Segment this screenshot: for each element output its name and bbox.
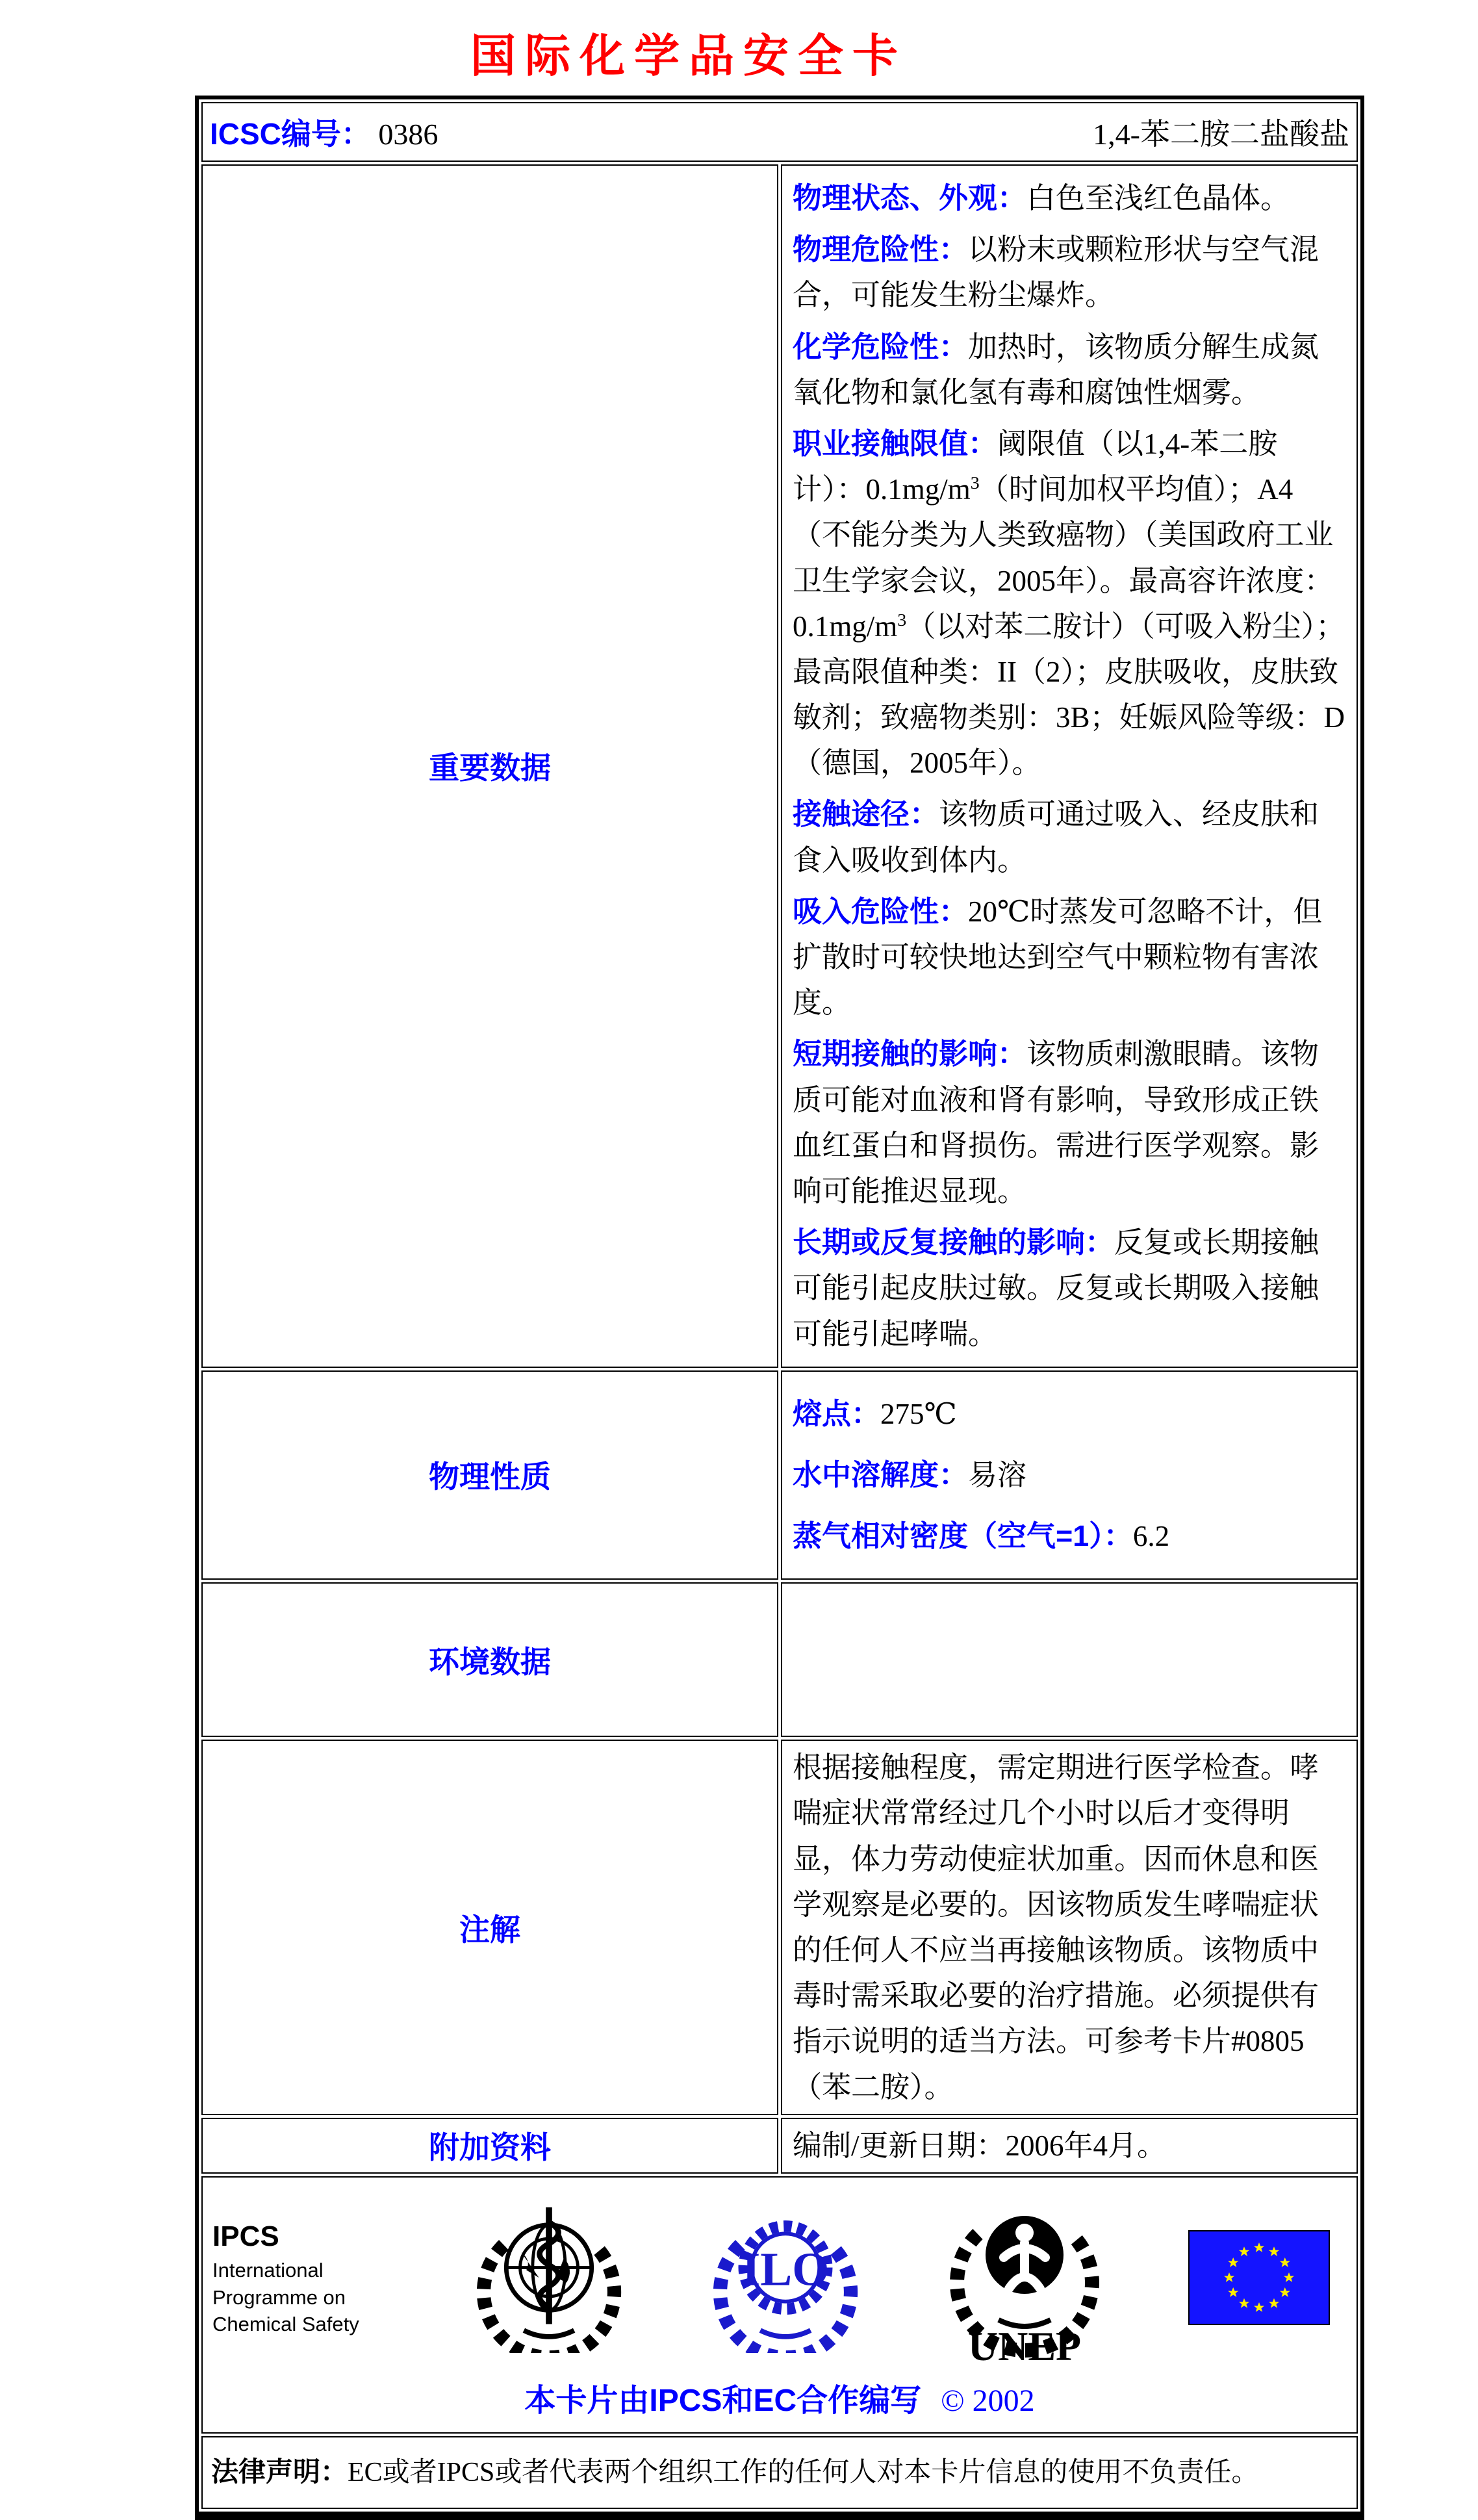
data-item [793,1031,1346,1214]
ipcs-abbr: IPCS [212,2220,279,2252]
item-text: 加热时，该物质分解生成氮氧化物和氯化氢有毒和腐蚀性烟雾。 [793,330,1319,409]
row-label-environmental-data: 环境数据 [201,1582,778,1737]
row-label-important-data: 重要数据 [201,164,778,1368]
item-label: 短期接触的影响： [793,1037,1027,1071]
item-text: 以粉末或颗粒形状与空气混合，可能发生粉尘爆炸。 [793,233,1319,312]
row-label-physical-properties: 物理性质 [201,1370,778,1580]
ipcs-line-2: Programme on [212,2285,346,2309]
credit-text: 本卡片由IPCS和EC合作编写 [524,2383,922,2418]
item-label: 接触途径： [793,797,939,831]
item-label: 蒸气相对密度（空气=1）： [793,1519,1133,1553]
data-item [793,791,1346,882]
legal-cell [201,2436,1358,2509]
section-physical-properties [201,1370,1358,1580]
item-label: 吸入危险性： [793,894,969,928]
section-important-data [201,164,1358,1368]
important-data-content [781,164,1358,1368]
eu-flag-icon [1188,2230,1330,2328]
item-text: 20℃时蒸发可忽略不计，但扩散时可较快地达到空气中颗粒物有害浓度。 [793,895,1323,1020]
item-text: 阈限值（以1,4-苯二胺计）：$0.1mg/m^3$（时间加权平均值）；A4（不能分类为人类致癌物）（美国政府工业卫生学家会议，2005年）。最高容许浓度：$0.1mg/m^3$（以对苯二胺计）（可吸入粉尘）；最高限值种类：II（2）；皮肤吸收，皮肤致敏剂；致癌物类别：3B；妊娠风险等级：D（德国，2005年）。 [793,427,1345,780]
data-item [793,1391,1346,1437]
card-table [199,99,1360,2512]
page-title: 国际化学品安全卡 [470,31,907,81]
additional-info-text: 编制/更新日期：2006年4月。 [781,2118,1358,2174]
item-label: 化学危险性： [793,329,969,363]
data-item [793,421,1346,786]
data-item [793,324,1346,415]
ipcs-logo-block [212,2220,388,2339]
ilo-logo-text: ILO [741,2243,830,2296]
item-label: 长期或反复接触的影响： [793,1226,1115,1259]
header-cell [201,102,1358,162]
icsc-number-group [210,110,438,153]
item-label: 熔点： [793,1396,881,1430]
notes-text: 根据接触程度，需定期进行医学检查。哮喘症状常常经过几个小时以后才变得明显，体力劳动使症状加重。因而休息和医学观察是必要的。因该物质发生哮喘症状的任何人不应当再接触该物质。该物质中毒时需采取必要的治疗措施。必须提供有指示说明的适当方法。可参考卡片#0805（苯二胺）。 [781,1740,1358,2115]
logos-row [201,2176,1358,2434]
section-additional-info [201,2118,1358,2174]
section-environmental-data [201,1582,1358,1737]
item-label: 物理危险性： [793,233,969,266]
row-label-additional-info: 附加资料 [201,2118,778,2174]
item-text: 反复或长期接触可能引起皮肤过敏。反复或长期吸入接触可能引起哮喘。 [793,1226,1319,1350]
item-text: 6.2 [1132,1520,1170,1553]
data-item [793,889,1346,1026]
credit-line [203,2371,1356,2432]
legal-row [201,2436,1358,2509]
icsc-number-value: 0386 [378,118,439,151]
environmental-data-content [781,1582,1358,1737]
item-label: 水中溶解度： [793,1458,969,1491]
row-label-notes: 注解 [201,1740,778,2115]
legal-label: 法律声明： [211,2456,348,2488]
logos-cell [201,2176,1358,2434]
chemical-name: 1,4-苯二胺二盐酸盐 [1093,118,1349,151]
data-item [793,227,1346,318]
physical-properties-content [781,1370,1358,1580]
ipcs-line-1: International [212,2258,324,2282]
who-logo-icon [474,2202,624,2356]
data-item [793,1452,1346,1498]
data-item [793,1513,1346,1559]
data-item [793,1220,1346,1357]
data-item [793,175,1346,221]
item-label: 职业接触限值： [793,426,998,460]
item-label: 物理状态、外观： [793,181,1027,214]
section-notes [201,1740,1358,2115]
credit-year: © 2002 [941,2383,1035,2418]
unep-logo-text: UNEP [967,2322,1082,2365]
header-row [201,102,1358,162]
unep-logo-icon [947,2190,1102,2369]
item-text: 275℃ [880,1397,957,1430]
legal-text: EC或者IPCS或者代表两个组织工作的任何人对本卡片信息的使用不负责任。 [348,2458,1259,2488]
ipcs-line-3: Chemical Safety [212,2313,359,2336]
item-text: 该物质可通过吸入、经皮肤和食入吸收到体内。 [793,798,1319,877]
ilo-logo-icon [710,2202,861,2356]
safety-card [195,96,1364,2520]
icsc-number-label: ICSC编号： [210,117,371,151]
item-text: 易溶 [968,1458,1027,1491]
item-text: 该物质刺激眼睛。该物质可能对血液和肾有影响，导致形成正铁血红蛋白和肾损伤。需进行医学观察。影响可能推迟显现。 [793,1038,1319,1207]
item-text: 白色至浅红色晶体。 [1026,182,1290,214]
